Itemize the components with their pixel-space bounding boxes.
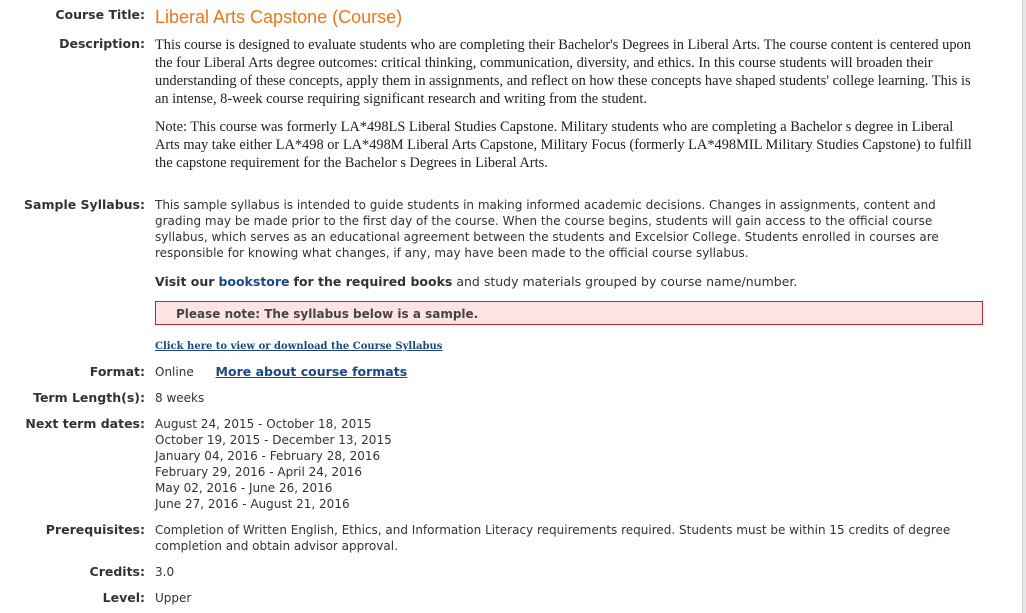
download-syllabus-link[interactable]: Click here to view or download the Course Syllabus <box>155 341 443 352</box>
term-date-item: February 29, 2016 - April 24, 2016 <box>155 465 363 479</box>
bookstore-link[interactable]: bookstore <box>218 274 290 289</box>
bookstore-visit-line <box>155 274 985 290</box>
format-value: Online <box>155 365 194 379</box>
term-date-item: October 19, 2015 - December 13, 2015 <box>155 433 392 447</box>
level-value: Upper <box>155 591 192 605</box>
course-title: Liberal Arts Capstone (Course) <box>155 7 403 27</box>
next-term-label: Next term dates: <box>25 416 145 431</box>
format-label: Format: <box>89 364 145 379</box>
term-date-item: August 24, 2015 - October 18, 2015 <box>155 417 372 431</box>
term-length-value: 8 weeks <box>155 391 205 405</box>
prerequisites-label: Prerequisites: <box>45 522 145 537</box>
term-length-label: Term Length(s): <box>33 390 145 405</box>
prerequisites-value: Completion of Written English, Ethics, and Information Literacy requirements required. Students must be within 15 credits of degree completion and obtain advisor approval. <box>155 523 951 553</box>
sample-syllabus-label: Sample Syllabus: <box>24 197 145 212</box>
description-paragraph-1: This course is designed to evaluate students who are completing their Bachelor's Degrees in Liberal Arts. The course content is centered upon the four Liberal Arts degree outcomes: critical thinking, communication, diversity, and ethics. In this course students will broaden their understanding of these concepts, apply them in assignments, and reflect on how these concepts have shaped students' college learning. This is an intense, 8-week course requiring significant research and writing from the student. <box>155 37 971 107</box>
course-title-label: Course Title: <box>55 7 145 22</box>
description-paragraph-2: Note: This course was formerly LA*498LS Liberal Studies Capstone. Military students who are completing a Bachelor s degree in Liberal Arts may take either LA*498 or LA*498M Liberal Arts Capstone, Military Focus (formerly LA*498MIL Military Studies Capstone) to fulfill the capstone requirement for the Bachelor s Degrees in Liberal Arts. <box>155 119 972 171</box>
credits-value: 3.0 <box>155 565 175 579</box>
term-date-item: May 02, 2016 - June 26, 2016 <box>155 481 333 495</box>
next-term-dates <box>155 416 985 512</box>
term-date-item: June 27, 2016 - August 21, 2016 <box>155 497 350 511</box>
sample-syllabus-text: This sample syllabus is intended to guide students in making informed academic decisions. Changes in assignments, content and grading may be made prior to the first day of the course. When the course begins, students will gain access to the official course syllabus, which serves as an educational agreement between the students and Excelsior College. Students enrolled in courses are responsible for knowing what changes, if any, may have been made to the official course syllabus. <box>155 198 939 260</box>
description-text <box>155 36 977 182</box>
course-formats-link[interactable]: More about course formats <box>215 364 408 379</box>
visit-prefix: Visit our <box>155 274 215 289</box>
visit-bold-suffix: for the required books <box>293 274 453 289</box>
sample-note-box: Please note: The syllabus below is a sample. <box>155 301 983 325</box>
term-date-item: January 04, 2016 - February 28, 2016 <box>155 449 381 463</box>
vertical-scrollbar[interactable] <box>1022 0 1026 613</box>
format-value-wrap <box>155 364 985 380</box>
level-label: Level: <box>102 590 145 605</box>
description-label: Description: <box>59 36 145 51</box>
visit-rest: and study materials grouped by course name/number. <box>456 274 798 289</box>
credits-label: Credits: <box>89 564 145 579</box>
